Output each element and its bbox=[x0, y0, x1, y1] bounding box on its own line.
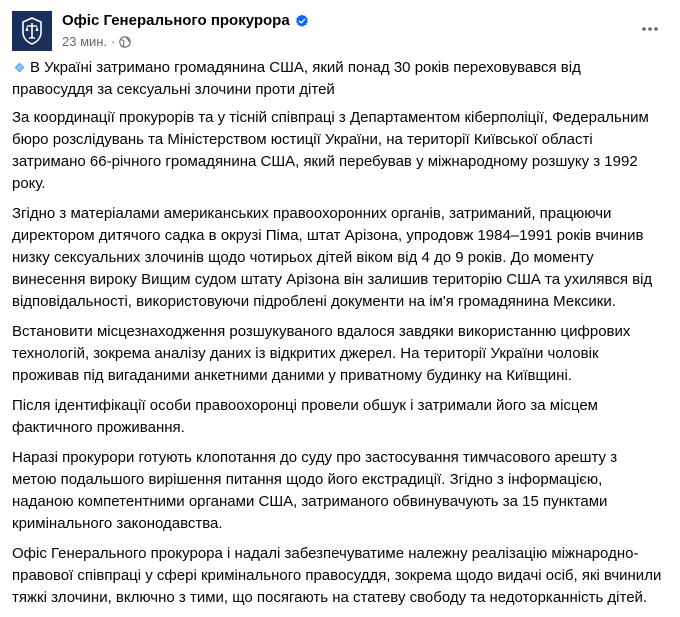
verified-badge-icon bbox=[295, 14, 309, 28]
more-options-icon bbox=[641, 26, 659, 32]
more-options-button[interactable] bbox=[640, 19, 660, 39]
post-paragraph: Наразі прокурори готують клопотання до суду про застосування тимчасового арешту з метою подальшого вирішення питання щодо його екстрадиції. Згідно з інформацією, наданою компетентними органами США, затриманого обвинувачують за 15 пунктами кримінального законодавства. bbox=[12, 449, 618, 532]
post-paragraph: Після ідентифікації особи правоохоронці провели обшук і затримали його за місцем фактичного проживання. bbox=[12, 397, 598, 436]
post-paragraph: Згідно з матеріалами американських правоохоронних органів, затриманий, працюючи директором дитячого садка в окрузі Піма, штат Арізона, упродовж 1984–1991 років вчинив низку сексуальних злочинів щодо чотирьох дітей віком від 4 до 9 років. До моменту винесення вироку Вищим судом штату Арізона він залишив територію США та ухилявся від відповідальності, використовуючи підроблені документи на ім'я громадянина Мексики. bbox=[12, 205, 653, 310]
meta-separator: · bbox=[111, 34, 116, 49]
post-paragraph: Офіс Генерального прокурора і надалі забезпечуватиме належну реалізацію міжнародно-правової співпраці у сфері кримінального правосуддя, зокрема щодо видачі осіб, які вчинили тяжкі злочини, включно з тими, що посягають на статеву свободу та недоторканність дітей. bbox=[12, 545, 662, 606]
globe-icon[interactable] bbox=[119, 36, 131, 48]
post-timestamp[interactable]: 23 мин. bbox=[62, 34, 108, 49]
post-paragraph: Встановити місцезнаходження розшукуваного вдалося завдяки використанню цифрових технологій, зокрема аналізу даних із відкритих джерел. На території України чоловік проживав під вигаданими анкетними даними у приватному будинку на Київщині. bbox=[12, 323, 631, 384]
page-name-text[interactable]: Офіс Генерального прокурора bbox=[62, 12, 290, 29]
page-name[interactable] bbox=[62, 12, 309, 29]
post-headline bbox=[12, 57, 664, 101]
post-header bbox=[12, 11, 668, 53]
page-avatar[interactable] bbox=[12, 11, 52, 51]
blue-diamond-icon bbox=[14, 62, 25, 73]
headline-text: В Україні затримано громадянина США, який понад 30 років переховувався від правосуддя за сексуальні злочини проти дітей bbox=[12, 59, 581, 98]
post-body bbox=[12, 57, 664, 617]
prosecutor-emblem-icon bbox=[12, 11, 52, 51]
post-meta bbox=[62, 34, 131, 49]
post-paragraph: За координації прокурорів та у тісній співпраці з Департаментом кіберполіції, Федеральним бюро розслідувань та Міністерством юстиції України, на території Київської області затримано 66-річного громадянина США, який перебував у міжнародному розшуку з 1992 року. bbox=[12, 109, 649, 192]
